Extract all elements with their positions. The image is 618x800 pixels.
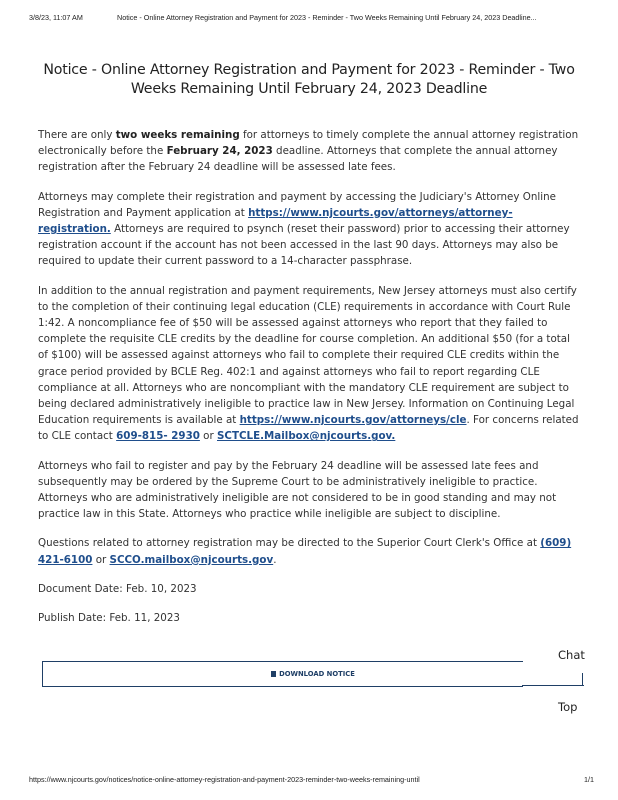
download-notice-area	[42, 661, 584, 687]
text: In addition to the annual registration and payment requirements, New Jersey attorneys must also certify to the completion of their continuing legal education (CLE) requirements in accordance with Court Rule 1:42. A noncompliance fee of $50 will be assessed against attorneys who report that they failed to complete the requisite CLE credits by the deadline for course completion. An additional $50 (for a total of $100) will be assessed against attorneys who fail to complete their required CLE credits within the grace period provided by BCLE Reg. 402:1 and against attorneys who fail to report regarding CLE compliance at all. Attorneys who are noncompliant with the mandatory CLE requirement are subject to being declared administratively ineligible to practice law in New Jersey. Information on Continuing Legal Education requirements is available at	[38, 284, 577, 427]
text: Attorneys are required to psynch (reset their password) prior to accessing their attorney registration account if the account has not been accessed in the last 90 days. Attorneys may also be required to update their current password to a 14-character passphrase.	[38, 223, 570, 268]
notice-body	[38, 127, 580, 639]
publish-date: Publish Date: Feb. 11, 2023	[38, 612, 180, 625]
attorney-registration-link[interactable]: https://www.njcourts.gov/attorneys/attorney-registration.	[38, 206, 513, 236]
cle-email-link[interactable]: SCTCLE.Mailbox@njcourts.gov.	[217, 430, 396, 443]
cle-phone-link[interactable]: 609-815- 2930	[116, 430, 200, 443]
text: Questions related to attorney registration may be directed to the Superior Court Clerk's Office at	[38, 537, 541, 550]
paragraph-questions	[38, 535, 580, 567]
text: There are only	[38, 129, 116, 141]
print-page-title: Notice - Online Attorney Registration and Payment for 2023 - Reminder - Two Weeks Remaining Until February 24, 2023 Deadline...	[117, 13, 537, 22]
text: deadline. Attorneys that complete the annual attorney registration after the February 24 deadline will be assessed late fees.	[38, 145, 558, 174]
emphasis-deadline: February 24, 2023	[166, 145, 273, 158]
document-date: Document Date: Feb. 10, 2023	[38, 582, 197, 595]
download-notice-button[interactable]	[42, 661, 584, 687]
text: Attorneys may complete their registration and payment by accessing the Judiciary's Attorney Online Registration and Payment application at	[38, 190, 556, 219]
clerk-phone-link[interactable]: (609) 421-6100	[38, 537, 572, 566]
print-url: https://www.njcourts.gov/notices/notice-online-attorney-registration-and-payment-2023-reminder-two-weeks-remaining-until	[29, 775, 420, 784]
paragraph-registration	[38, 189, 580, 270]
print-page-number: 1/1	[584, 775, 594, 784]
paragraph-late-fees: Attorneys who fail to register and pay by the February 24 deadline will be assessed late fees and subsequently may be ordered by the Supreme Court to be administratively ineligible to practice. Attorneys who are administratively ineligible are not considered to be in good standing and may not practice law in this State. Attorneys who practice while ineligible are subject to discipline.	[38, 459, 557, 521]
text: .	[273, 553, 277, 566]
text: or	[199, 430, 217, 443]
paragraph-cle	[38, 283, 580, 445]
text: . For concerns related to CLE contact	[38, 414, 579, 443]
back-to-top-button[interactable]: Top	[558, 700, 578, 714]
download-notice-label: DOWNLOAD NOTICE	[279, 670, 355, 678]
paragraph-intro	[38, 127, 580, 176]
file-download-icon	[271, 671, 276, 678]
chat-button[interactable]: Chat	[558, 648, 585, 662]
cle-info-link[interactable]: https://www.njcourts.gov/attorneys/cle	[239, 414, 467, 427]
text: or	[92, 553, 110, 566]
notice-title: Notice - Online Attorney Registration and Payment for 2023 - Reminder - Two Weeks Remaining Until February 24, 2023 Deadline	[43, 62, 575, 97]
emphasis-two-weeks: two weeks remaining	[115, 129, 240, 141]
clerk-email-link[interactable]: SCCO.mailbox@njcourts.gov	[109, 553, 274, 566]
print-timestamp: 3/8/23, 11:07 AM	[29, 13, 83, 22]
text: for attorneys to timely complete the annual attorney registration electronically before the	[38, 129, 579, 158]
